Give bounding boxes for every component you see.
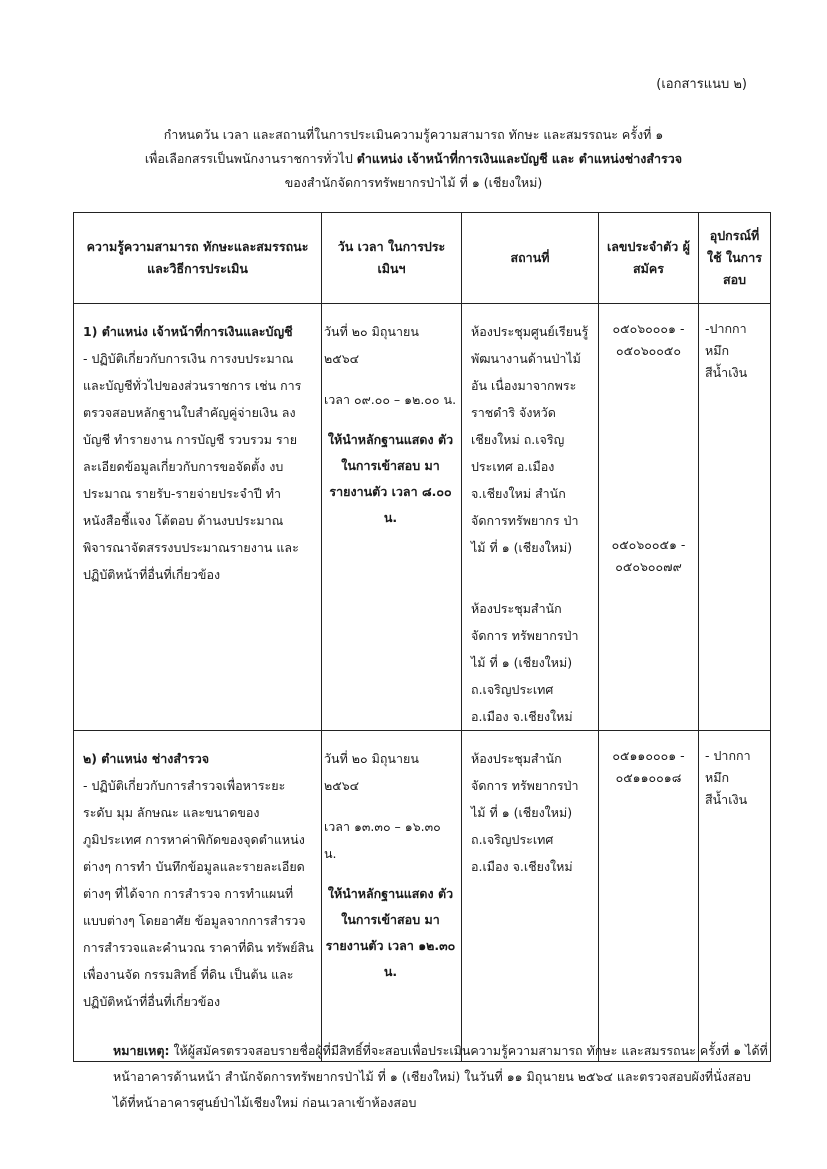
report-notice: ให้นำหลักฐานแสดง ตัวในการเข้าสอบ มารายงานตัว เวลา ๑๒.๓๐ น. [325,886,456,979]
position-title: ๒) ตำแหน่ง ช่างสำรวจ [83,751,210,766]
table-row [74,304,771,731]
exam-time: เวลา ๐๙.๐๐ – ๑๒.๐๐ น. [324,392,457,407]
remark-label: หมายเหตุ: [113,1043,170,1058]
exam-equipment: - ปากกา หมึก สีน้ำเงิน [705,748,751,807]
applicant-id-range: ๐๕๑๑๐๐๐๑ - ๐๕๑๑๐๐๑๘ [612,748,685,785]
attachment-label: (เอกสารแนบ ๒) [656,77,747,92]
document-heading [60,123,767,195]
remark [113,1038,773,1116]
heading-positions: ตำแหน่ง เจ้าหน้าที่การเงินและบัญชี และ ตำแหน่งช่างสำรวจ [356,151,683,166]
venue-primary: ห้องประชุมสำนักจัดการ ทรัพยากรป่าไม้ ที่ ๑ (เชียงใหม่) ถ.เจริญประเทศ อ.เมือง จ.เชียงใหม่ [471,751,579,874]
position-title: 1) ตำแหน่ง เจ้าหน้าที่การเงินและบัญชี [83,324,293,339]
remark-text: ให้ผู้สมัครตรวจสอบรายชื่อผู้ที่มีสิทธิ์ที่จะสอบเพื่อประเมินความรู้ความสามารถ ทักษะ และสมรรถนะ ครั้งที่ ๑ ได้ที่หน้าอาคารด้านหน้า สำนักจัดการทรัพยากรป่าไม้ ที่ ๑ (เชียงใหม่) ในวันที่ ๑๑ มิถุนายน ๒๕๖๔ และตรวจสอบผังที่นั่งสอบ ได้ที่หน้าอาคารศูนย์ป่าไม้เชียงใหม่ ก่อนเวลาเข้าห้องสอบ [113,1043,768,1110]
exam-schedule-table [73,212,771,1062]
exam-equipment: -ปากกา หมึก สีน้ำเงิน [705,321,748,380]
header-datetime: วัน เวลา ในการประเมินฯ [322,213,462,304]
applicant-id-range-2: ๐๕๐๖๐๐๕๑ - ๐๕๐๖๐๐๗๙ [611,537,686,574]
exam-time: เวลา ๑๓.๓๐ – ๑๖.๓๐ น. [324,819,441,861]
position-duties: - ปฏิบัติเกี่ยวกับการเงิน การงบประมาณ และบัญชีทั่วไปของส่วนราชการ เช่น การตรวจสอบหลักฐานใบสำคัญคู่จ่ายเงิน ลงบัญชี ทำรายงาน การบัญชี รวบรวม รายละเอียดข้อมูลเกี่ยวกับการขอจัดตั้ง งบประมาณ รายรับ-รายจ่ายประจำปี ทำหนังสือชี้แจง โต้ตอบ ด้านงบประมาณ พิจารณาจัดสรรงบประมาณรายงาน และปฏิบัติหน้าที่อื่นที่เกี่ยวข้อง [83,351,302,582]
heading-line-2-text: เพื่อเลือกสรรเป็นพนักงานราชการทั่วไป [144,151,357,166]
report-notice: ให้นำหลักฐานแสดง ตัวในการเข้าสอบ มารายงานตัว เวลา ๘.๐๐ น. [327,432,454,525]
header-applicant-id: เลขประจำตัว ผู้สมัคร [599,213,699,304]
applicant-id-range: ๐๕๐๖๐๐๐๑ - ๐๕๐๖๐๐๕๐ [612,321,685,358]
header-equipment: อุปกรณ์ที่ ใช้ ในการ สอบ [699,213,771,304]
heading-line-1: กำหนดวัน เวลา และสถานที่ในการประเมินความรู้ความสามารถ ทักษะ และสมรรถนะ ครั้งที่ ๑ [163,127,664,142]
venue-secondary: ห้องประชุมสำนักจัดการ ทรัพยากรป่าไม้ ที่ ๑ (เชียงใหม่) ถ.เจริญประเทศ อ.เมือง จ.เชียงใหม่ [471,601,579,724]
table-header-row [74,213,771,304]
exam-date: วันที่ ๒๐ มิถุนายน ๒๕๖๔ [324,751,419,793]
table-row [74,731,771,1062]
header-competency: ความรู้ความสามารถ ทักษะและสมรรถนะ และวิธีการประเมิน [74,213,322,304]
heading-line-3: ของสำนักจัดการทรัพยากรป่าไม้ ที่ ๑ (เชียงใหม่) [284,175,543,190]
exam-date: วันที่ ๒๐ มิถุนายน ๒๕๖๔ [324,324,419,366]
header-venue: สถานที่ [462,213,599,304]
position-duties: - ปฏิบัติเกี่ยวกับการสำรวจเพื่อหาระยะ ระดับ มุม ลักษณะ และขนาดของภูมิประเทศ การหาค่าพิกัดของจุดตำแหน่ง ต่างๆ การทำ บันทึกข้อมูลและรายละเอียดต่างๆ ที่ได้จาก การสำรวจ การทำแผนที่แบบต่างๆ โดยอาศัย ข้อมูลจากการสำรวจ การสำรวจและคำนวณ ราคาที่ดิน ทรัพย์สิน เพื่องานจัด กรรมสิทธิ์ ที่ดิน เป็นต้น และปฏิบัติหน้าที่อื่นที่เกี่ยวข้อง [83,778,314,1009]
venue-primary: ห้องประชุมศูนย์เรียนรู้ พัฒนางานด้านป่าไม้อัน เนื่องมาจากพระราชดำริ จังหวัดเชียงใหม่ ถ.เจริญประเทศ อ.เมือง จ.เชียงใหม่ สำนักจัดการทรัพยากร ป่าไม้ ที่ ๑ (เชียงใหม่) [471,324,589,555]
heading-line-2 [60,147,767,171]
